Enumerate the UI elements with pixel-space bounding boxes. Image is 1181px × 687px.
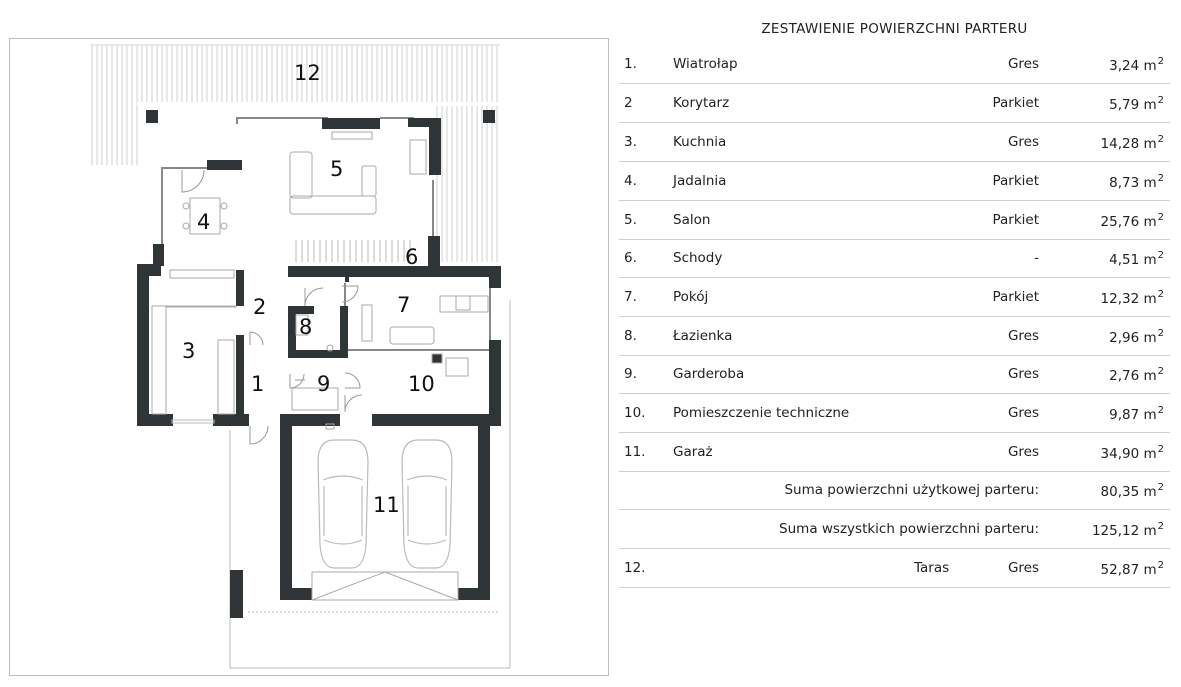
row-name: Pomieszczenie techniczne <box>673 405 850 421</box>
row-area-value: 52,87 m <box>1100 562 1157 578</box>
row-number: 4. <box>624 173 637 189</box>
row-area <box>1109 405 1164 423</box>
terrace-gap <box>137 102 502 106</box>
table-row <box>619 124 1170 162</box>
room-label-12: 12 <box>294 61 321 85</box>
row-area-value: 14,28 m <box>1100 136 1157 152</box>
row-area-unit-exponent: 2 <box>1157 95 1164 106</box>
row-material: - <box>1034 250 1039 266</box>
room-label-4: 4 <box>197 210 211 234</box>
row-name: Korytarz <box>673 95 730 111</box>
row-area-unit-exponent: 2 <box>1157 173 1164 184</box>
row-area <box>1109 328 1164 346</box>
row-area-unit-exponent: 2 <box>1157 405 1164 416</box>
room-label-7: 7 <box>397 293 411 317</box>
room-label-5: 5 <box>330 157 344 181</box>
row-number: 10. <box>624 405 646 421</box>
row-number: 12. <box>624 560 646 576</box>
row-area <box>1109 250 1164 268</box>
room-label-2: 2 <box>253 295 267 319</box>
sum-usable-value: 80,35 m <box>1100 484 1157 500</box>
row-material: Gres <box>1007 366 1039 382</box>
table-row <box>619 46 1170 84</box>
row-number: 7. <box>624 289 637 305</box>
room-label-9: 9 <box>317 372 331 396</box>
row-area <box>1109 366 1164 384</box>
row-name: Schody <box>673 250 723 266</box>
row-name: Pokój <box>673 289 709 305</box>
row-name: Taras <box>914 560 950 576</box>
table-row <box>619 85 1170 123</box>
row-material: Parkiet <box>992 289 1039 305</box>
garage-door <box>312 572 458 600</box>
row-area-unit-exponent: 2 <box>1157 366 1164 377</box>
room-label-1: 1 <box>251 372 265 396</box>
sum-usable-label: Suma powierzchni użytkowej parteru: <box>784 482 1039 498</box>
sum-all-label: Suma wszystkich powierzchni parteru: <box>779 521 1039 537</box>
row-area-value: 3,24 m <box>1109 58 1157 74</box>
site-lines <box>230 300 510 668</box>
sum-all-unit-exponent: 2 <box>1157 521 1164 532</box>
row-area-value: 12,32 m <box>1100 291 1157 307</box>
row-area-value: 34,90 m <box>1100 446 1157 462</box>
row-area-unit-exponent: 2 <box>1157 289 1164 300</box>
row-number: 1. <box>624 56 637 72</box>
row-area <box>1109 173 1164 191</box>
row-area-unit-exponent: 2 <box>1157 134 1164 145</box>
row-material: Gres <box>1007 444 1039 460</box>
room-label-8: 8 <box>299 315 313 339</box>
sum-usable-row <box>619 472 1170 510</box>
row-area <box>1101 560 1164 578</box>
row-area-value: 8,73 m <box>1109 175 1157 191</box>
table-row <box>619 240 1170 278</box>
row-area-unit-exponent: 2 <box>1157 250 1164 261</box>
row-name: Garderoba <box>673 366 745 382</box>
row-material: Parkiet <box>992 95 1039 111</box>
sum-usable-unit-exponent: 2 <box>1157 482 1164 493</box>
row-area <box>1109 95 1164 113</box>
sum-all-value: 125,12 m <box>1091 523 1157 539</box>
row-material: Gres <box>1007 56 1039 72</box>
row-number: 5. <box>624 212 637 228</box>
row-area-unit-exponent: 2 <box>1157 212 1164 223</box>
row-material: Gres <box>1007 134 1039 150</box>
row-number: 6. <box>624 250 637 266</box>
row-area <box>1101 134 1164 152</box>
table-row <box>619 202 1170 240</box>
row-number: 2 <box>624 95 633 111</box>
table-title: ZESTAWIENIE POWIERZCHNI PARTERU <box>761 21 1028 37</box>
table-row <box>619 318 1170 356</box>
row-area <box>1101 289 1164 307</box>
row-name: Salon <box>673 212 711 228</box>
row-area-value: 2,96 m <box>1109 330 1157 346</box>
table-row <box>619 279 1170 317</box>
row-number: 8. <box>624 328 637 344</box>
table-row <box>619 356 1170 394</box>
row-area <box>1109 56 1164 74</box>
row-name: Garaż <box>673 444 713 460</box>
row-area-value: 5,79 m <box>1109 97 1157 113</box>
row-material: Parkiet <box>992 173 1039 189</box>
row-material: Gres <box>1007 405 1039 421</box>
sum-all-row <box>619 511 1170 549</box>
stairs <box>296 240 410 262</box>
row-name: Łazienka <box>673 328 733 344</box>
row-number: 9. <box>624 366 637 382</box>
row-name: Kuchnia <box>673 134 727 150</box>
row-area-value: 25,76 m <box>1100 214 1157 230</box>
room-label-11: 11 <box>373 493 400 517</box>
row-number: 3. <box>624 134 637 150</box>
row-name: Jadalnia <box>673 173 727 189</box>
row-area-value: 4,51 m <box>1109 252 1157 268</box>
room-label-3: 3 <box>182 339 196 363</box>
sum-all-area <box>1092 521 1164 539</box>
row-area-unit-exponent: 2 <box>1157 328 1164 339</box>
row-area-unit-exponent: 2 <box>1157 560 1164 571</box>
row-area <box>1101 212 1164 230</box>
sum-usable-area <box>1101 482 1164 500</box>
room-label-6: 6 <box>405 245 419 269</box>
table-row <box>619 395 1170 433</box>
row-area <box>1101 444 1164 462</box>
table-row <box>619 163 1170 201</box>
row-area-value: 2,76 m <box>1109 368 1157 384</box>
row-material: Gres <box>1007 560 1039 576</box>
row-area-value: 9,87 m <box>1109 407 1157 423</box>
row-material: Parkiet <box>992 212 1039 228</box>
row-area-unit-exponent: 2 <box>1157 56 1164 67</box>
row-material: Gres <box>1007 328 1039 344</box>
row-number: 11. <box>624 444 646 460</box>
room-label-10: 10 <box>408 372 435 396</box>
row-name: Wiatrołap <box>673 56 738 72</box>
terrace-row <box>619 550 1170 588</box>
row-area-unit-exponent: 2 <box>1157 444 1164 455</box>
table-row <box>619 434 1170 472</box>
